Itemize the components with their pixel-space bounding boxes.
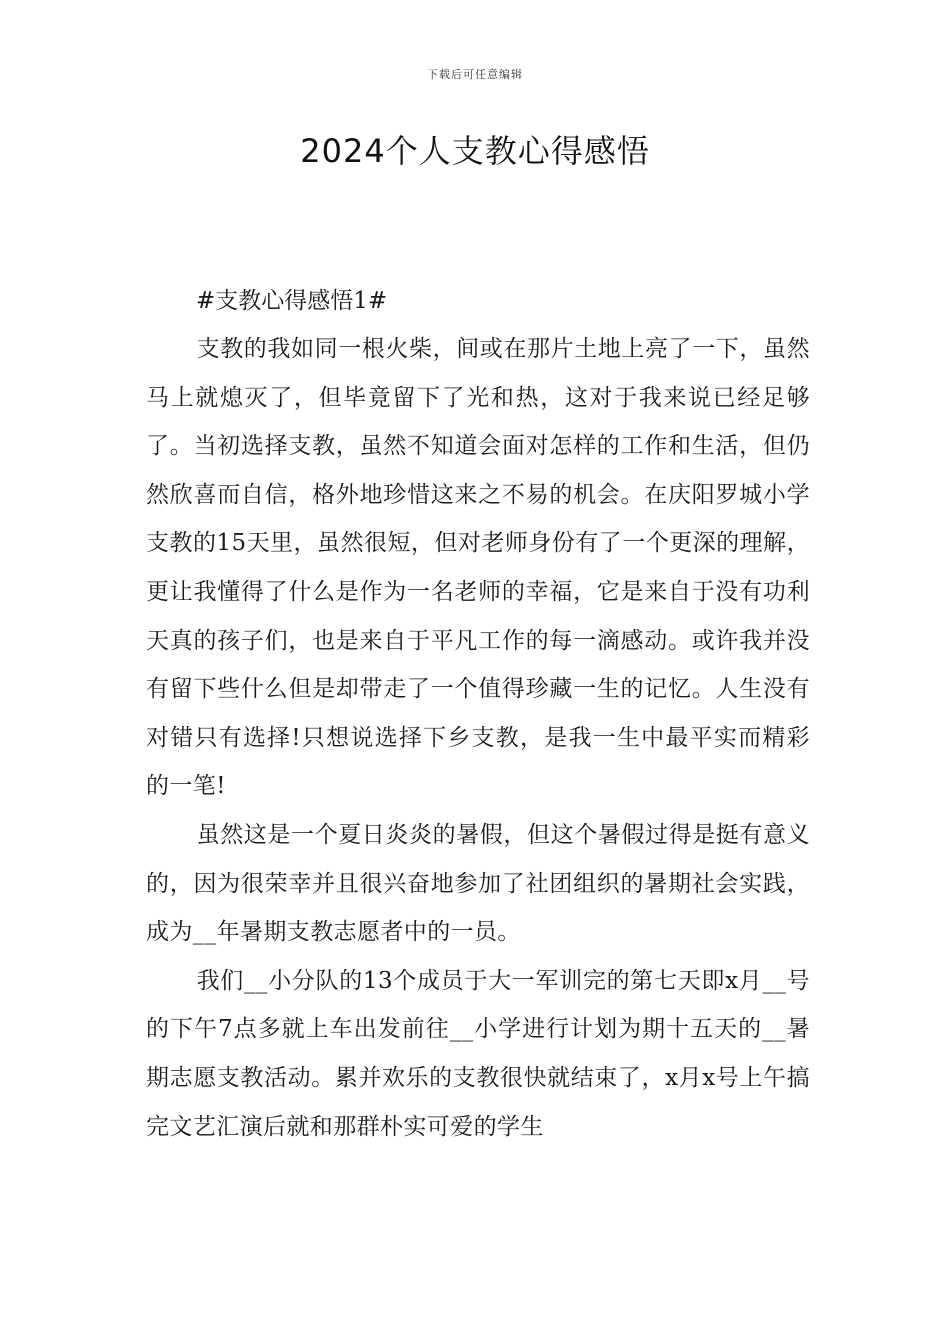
paragraph-2: 虽然这是一个夏日炎炎的暑假，但这个暑假过得是挺有意义的，因为很荣幸并且很兴奋地参加了社团组织的暑期社会实践，成为__年暑期支教志愿者中的一员。	[146, 821, 810, 946]
header-note: 下载后可任意编辑	[427, 68, 523, 81]
section-heading: #支教心得感悟1#	[196, 288, 388, 314]
paragraph-3: 我们__小分队的13个成员于大一军训完的第七天即x月__号的下午7点多就上车出发前往__小学进行计划为期十五天的__暑期志愿支教活动。累并欢乐的支教很快就结束了，x月x号上午搞完文艺汇演后就和那群朴实可爱的学生	[146, 967, 810, 1140]
document-title: 2024个人支教心得感悟	[300, 132, 650, 170]
document-body	[146, 277, 810, 1151]
paragraph-1: 支教的我如同一根火柴，间或在那片土地上亮了一下，虽然马上就熄灭了，但毕竟留下了光和热，这对于我来说已经足够了。当初选择支教，虽然不知道会面对怎样的工作和生活，但仍然欣喜而自信，格外地珍惜这来之不易的机会。在庆阳罗城小学支教的15天里，虽然很短，但对老师身份有了一个更深的理解，更让我懂得了什么是作为一名老师的幸福，它是来自于没有功利天真的孩子们，也是来自于平凡工作的每一滴感动。或许我并没有留下些什么但是却带走了一个值得珍藏一生的记忆。人生没有对错只有选择!只想说选择下乡支教，是我一生中最平实而精彩的一笔!	[146, 336, 810, 800]
